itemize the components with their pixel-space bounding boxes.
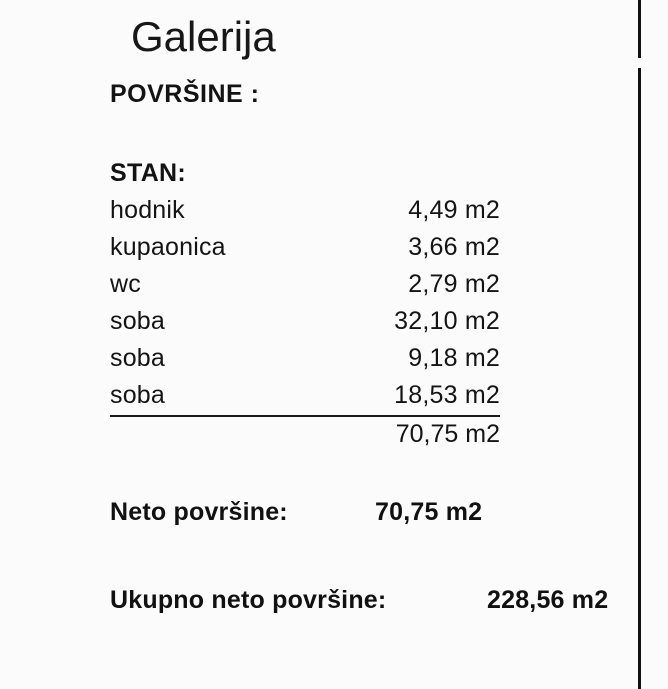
subtotal-row [110,420,500,449]
room-name: soba [110,381,166,409]
table-row [110,270,500,307]
table-row [110,307,500,344]
ukupno-neto-area-label: Ukupno neto površine: [110,586,387,614]
table-row [110,344,500,381]
drawing-border-gap [636,58,643,68]
ukupno-neto-area-line [110,586,609,615]
subtotal-value: 70,75 m2 [395,420,500,448]
table-row [110,233,500,270]
drawing-border-line [638,0,641,689]
neto-area-value: 70,75 m2 [375,498,483,526]
neto-area-line [110,498,483,527]
room-name: soba [110,344,166,372]
room-area: 32,10 m2 [394,307,500,335]
room-name: wc [110,270,141,298]
room-name: hodnik [110,196,185,224]
subtotal-divider [110,415,500,417]
section-label-stan: STAN: [110,159,187,187]
room-area: 4,49 m2 [408,196,500,224]
table-row [110,196,500,233]
room-area-list [110,196,500,418]
neto-area-label: Neto površine: [110,498,288,526]
room-name: soba [110,307,166,335]
room-area: 2,79 m2 [408,270,500,298]
ukupno-neto-area-value: 228,56 m2 [487,586,609,614]
room-name: kupaonica [110,233,226,261]
areas-heading: POVRŠINE : [110,80,260,108]
room-area: 9,18 m2 [408,344,500,372]
room-area: 18,53 m2 [394,381,500,409]
sheet-title: Galerija [131,13,276,60]
table-row [110,381,500,418]
room-area: 3,66 m2 [408,233,500,261]
